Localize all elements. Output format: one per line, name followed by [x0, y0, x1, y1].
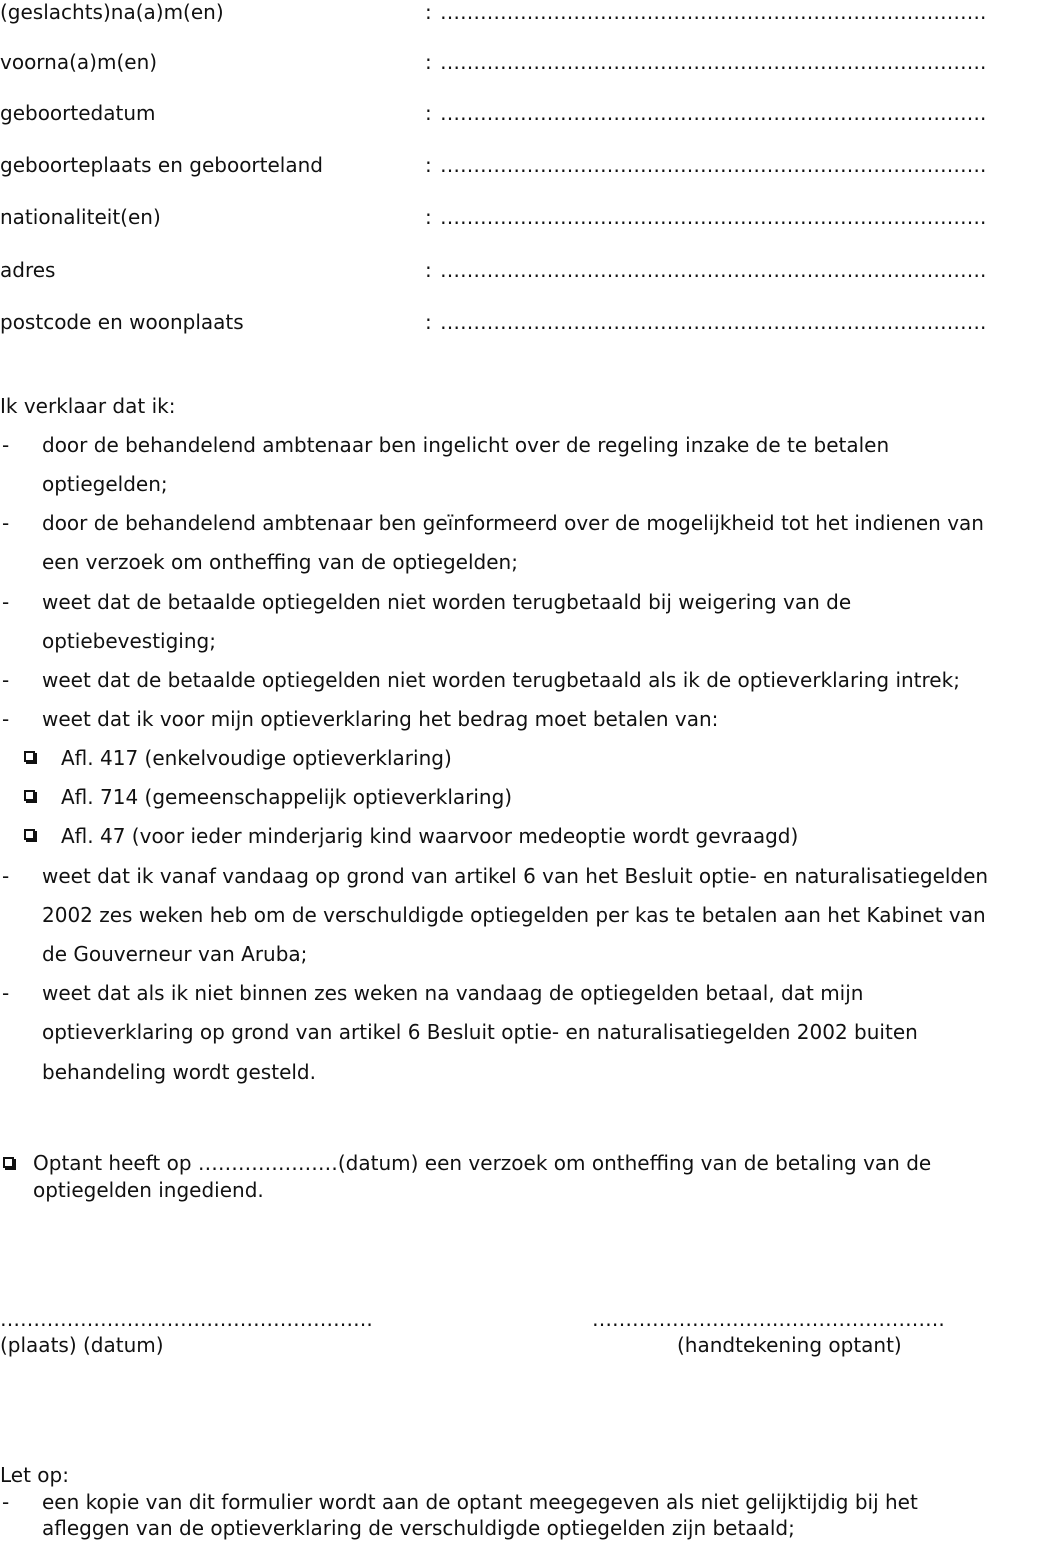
field-blank-address[interactable]: ………………………………………………………………………. — [440, 258, 987, 282]
signature-blank[interactable]: ……………………….……………………. — [592, 1307, 945, 1331]
declaration-line: door de behandelend ambtenaar ben ingelicht over de regeling inzake de te betalen — [42, 433, 890, 457]
exemption-line: Optant heeft op …………………(datum) een verzoek om ontheffing van de betaling van de — [33, 1151, 932, 1175]
place-date-blank[interactable]: ………………………….……………………. — [0, 1307, 373, 1331]
checkbox-icon-fee-47[interactable] — [24, 829, 35, 840]
field-colon: : — [425, 310, 432, 334]
field-label-first-names: voorna(a)m(en) — [0, 50, 158, 74]
declaration-line: optieverklaring op grond van artikel 6 Besluit optie- en naturalisatiegelden 2002 buiten — [42, 1020, 918, 1044]
checkbox-icon-fee-417[interactable] — [24, 751, 35, 762]
field-label-surname: (geslachts)na(a)m(en) — [0, 0, 224, 24]
bullet-dash: - — [2, 1490, 10, 1514]
fee-option-417: Afl. 417 (enkelvoudige optieverklaring) — [61, 746, 452, 770]
declaration-line: optiegelden; — [42, 472, 168, 496]
declaration-line: weet dat ik voor mijn optieverklaring het bedrag moet betalen van: — [42, 707, 719, 731]
declaration-line: door de behandelend ambtenaar ben geïnformeerd over de mogelijkheid tot het indienen van — [42, 511, 984, 535]
declaration-line: optiebevestiging; — [42, 629, 216, 653]
bullet-dash: - — [2, 590, 10, 614]
field-blank-postcode-city[interactable]: ………………………………………………………………………. — [440, 310, 987, 334]
note-line: afleggen van de optieverklaring de verschuldigde optiegelden zijn betaald; — [42, 1516, 795, 1540]
bullet-dash: - — [2, 981, 10, 1005]
bullet-dash: - — [2, 668, 10, 692]
signature-label: (handtekening optant) — [677, 1333, 902, 1357]
field-label-nationality: nationaliteit(en) — [0, 205, 161, 229]
bullet-dash: - — [2, 864, 10, 888]
field-blank-surname[interactable]: ………………………………………………………………………. — [440, 0, 987, 24]
fee-option-714: Afl. 714 (gemeenschappelijk optieverklaring) — [61, 785, 513, 809]
declaration-line: weet dat de betaalde optiegelden niet worden terugbetaald bij weigering van de — [42, 590, 852, 614]
fee-option-47: Afl. 47 (voor ieder minderjarig kind waarvoor medeoptie wordt gevraagd) — [61, 824, 799, 848]
checkbox-icon-exemption[interactable] — [3, 1157, 14, 1168]
bullet-dash: - — [2, 433, 10, 457]
field-colon: : — [425, 50, 432, 74]
field-colon: : — [425, 258, 432, 282]
exemption-line: optiegelden ingediend. — [33, 1178, 264, 1202]
note-line: een kopie van dit formulier wordt aan de optant meegegeven als niet gelijktijdig bij het — [42, 1490, 918, 1514]
field-label-postcode-city: postcode en woonplaats — [0, 310, 244, 334]
field-label-birthdate: geboortedatum — [0, 101, 156, 125]
declaration-line: weet dat ik vanaf vandaag op grond van artikel 6 van het Besluit optie- en naturalisatiegelden — [42, 864, 989, 888]
bullet-dash: - — [2, 707, 10, 731]
bullet-dash: - — [2, 511, 10, 535]
field-colon: : — [425, 153, 432, 177]
field-blank-first-names[interactable]: ………………………………………………………………………. — [440, 50, 987, 74]
declaration-line: een verzoek om ontheffing van de optiegelden; — [42, 550, 518, 574]
place-date-label: (plaats) (datum) — [0, 1333, 164, 1357]
field-blank-nationality[interactable]: ………………………………………………………………………. — [440, 205, 987, 229]
field-label-address: adres — [0, 258, 56, 282]
declaration-line: weet dat als ik niet binnen zes weken na vandaag de optiegelden betaal, dat mijn — [42, 981, 864, 1005]
field-colon: : — [425, 0, 432, 24]
declaration-line: behandeling wordt gesteld. — [42, 1060, 316, 1084]
field-colon: : — [425, 101, 432, 125]
field-label-birthplace: geboorteplaats en geboorteland — [0, 153, 323, 177]
declaration-intro: Ik verklaar dat ik: — [0, 394, 176, 418]
declaration-line: de Gouverneur van Aruba; — [42, 942, 308, 966]
note-title: Let op: — [0, 1463, 69, 1487]
field-blank-birthplace[interactable]: ………………………………………………………………………. — [440, 153, 987, 177]
field-blank-birthdate[interactable]: ………………………………………………………………………. — [440, 101, 987, 125]
field-colon: : — [425, 205, 432, 229]
declaration-line: 2002 zes weken heb om de verschuldigde optiegelden per kas te betalen aan het Kabinet van — [42, 903, 986, 927]
checkbox-icon-fee-714[interactable] — [24, 790, 35, 801]
declaration-line: weet dat de betaalde optiegelden niet worden terugbetaald als ik de optieverklaring intrek; — [42, 668, 960, 692]
